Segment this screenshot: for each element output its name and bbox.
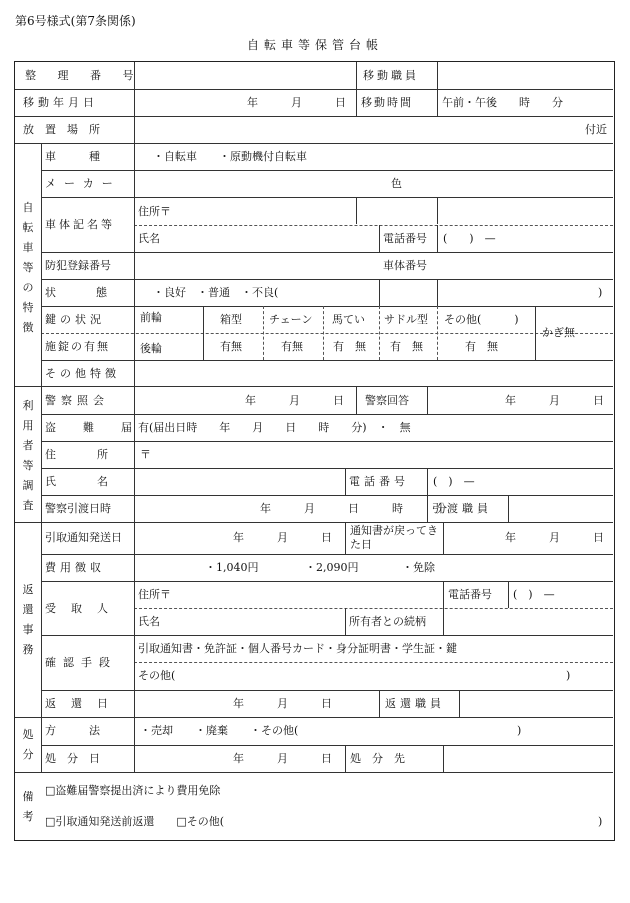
col-sonota: その他( ) — [444, 313, 519, 326]
henkan-date-field[interactable]: 年 月 日 — [233, 697, 332, 710]
umu-sonota[interactable]: 有 無 — [465, 340, 498, 353]
shashu-options[interactable]: ・自転車 ・原動機付自転車 — [153, 150, 307, 163]
label-zokugara: 所有者との続柄 — [349, 615, 426, 628]
hikiwatashi-field[interactable]: 年 月 日 時 分 — [260, 502, 447, 515]
label-shashu: 車 種 — [45, 150, 100, 163]
label-kagi: 鍵の状況 — [45, 313, 105, 326]
label-kagi-nashi: かぎ無 — [542, 326, 575, 339]
label-tsuchi-modori: 通知書が戻ってきた日 — [350, 524, 438, 551]
remark-close-paren: ) — [598, 815, 603, 828]
uketori-denwa-field[interactable]: ( ) — — [513, 588, 555, 601]
label-ido-shokuin: 移動職員 — [363, 69, 419, 82]
fukin-text: 付近 — [585, 123, 607, 136]
label-tonan: 盗 難 届 — [45, 421, 140, 434]
kakunin-close-paren: ) — [566, 669, 571, 682]
label-ido-jikan: 移動時間 — [361, 96, 413, 109]
hassou-date-field[interactable]: 年 月 日 — [233, 531, 332, 544]
hiyo-option-2090[interactable]: ・2,090円 — [305, 561, 359, 574]
label-user-jusho: 住 所 — [45, 448, 110, 461]
label-uketori: 受 取 人 — [45, 602, 110, 615]
label-uketori-denwa: 電話番号 — [448, 588, 492, 601]
seiri-bango-field[interactable] — [139, 69, 351, 83]
ido-date-field[interactable]: 年 月 日 — [247, 96, 346, 109]
col-batei: 馬てい — [332, 313, 365, 326]
label-bohan: 防犯登録番号 — [45, 259, 111, 272]
label-zenrin: 前輪 — [140, 311, 162, 324]
label-shobun-bi: 処 分 日 — [45, 752, 100, 765]
label-jotai: 状 態 — [45, 286, 113, 299]
label-shimei: 氏名 — [138, 232, 160, 245]
user-denwa-field[interactable]: ( ) — — [433, 475, 475, 488]
ido-time-field[interactable]: 午前・午後 時 分 — [442, 96, 563, 109]
col-saddle: サドル型 — [384, 313, 428, 326]
hoho-options[interactable]: ・売却 ・廃棄 ・その他( — [140, 724, 299, 737]
section-bicycle: 自転車等の特徴 — [22, 201, 34, 334]
form-table — [14, 61, 615, 841]
label-kakunin: 確認手段 — [45, 656, 117, 669]
umu-chain[interactable]: 有無 — [281, 340, 303, 353]
section-return: 返還事務 — [22, 583, 34, 656]
tonan-field[interactable]: 有(届出日時 年 月 日 時 分) ・ 無 — [138, 421, 411, 434]
jotai-close-paren: ) — [598, 286, 603, 299]
form-number: 第6号様式(第7条関係) — [15, 14, 136, 28]
user-yubin: 〒 — [140, 448, 151, 461]
section-disposal: 処分 — [22, 728, 34, 761]
label-shatai-kimei: 車体記名等 — [45, 218, 115, 231]
hiyo-option-1040[interactable]: ・1,040円 — [205, 561, 259, 574]
label-hiyo: 費用徴収 — [45, 561, 105, 574]
label-hoho: 方 法 — [45, 724, 100, 737]
umu-batei[interactable]: 有 無 — [333, 340, 366, 353]
col-hakogata: 箱型 — [220, 313, 242, 326]
label-keisatsu-shokai: 警察照会 — [45, 394, 109, 407]
kakunin-other[interactable]: その他( — [138, 669, 176, 682]
label-ido-nengappi: 移動年月日 — [23, 96, 98, 109]
umu-hakogata[interactable]: 有無 — [220, 340, 242, 353]
umu-saddle[interactable]: 有 無 — [390, 340, 423, 353]
label-shobun-saki: 処 分 先 — [350, 752, 405, 765]
label-keisatsu-kaito: 警察回答 — [365, 394, 409, 407]
label-maker: メーカー — [45, 177, 121, 190]
label-tsuchi-hassou: 引取通知発送日 — [45, 531, 122, 544]
jotai-options[interactable]: ・良好 ・普通 ・不良( — [153, 286, 279, 299]
label-korin: 後輪 — [140, 342, 162, 355]
label-hochi-basho: 放置場所 — [23, 123, 111, 136]
hoho-close-paren: ) — [517, 724, 522, 737]
section-user: 利用者等調査 — [22, 399, 34, 512]
label-henkan-shokuin: 返還職員 — [385, 697, 445, 710]
kakunin-options[interactable]: 引取通知書・免許証・個人番号カード・身分証明書・学生証・鍵 — [138, 642, 457, 655]
label-user-denwa: 電話番号 — [349, 475, 409, 488]
label-user-shimei: 氏 名 — [45, 475, 110, 488]
remark-tonan-checkbox[interactable]: □盗難届警察提出済により費用免除 — [45, 784, 221, 797]
modori-date-field[interactable]: 年 月 日 — [505, 531, 604, 544]
label-henkan-bi: 返 還 日 — [45, 697, 110, 710]
remark-sonota-checkbox[interactable]: □引取通知発送前返還 □その他( — [45, 815, 225, 828]
label-denwa: 電話番号 — [383, 232, 427, 245]
label-shatai-bango: 車体番号 — [383, 259, 427, 272]
hiyo-option-menjo[interactable]: ・免除 — [402, 561, 435, 574]
label-sejo: 施錠の有無 — [45, 340, 110, 353]
label-iro: 色 — [391, 177, 402, 190]
shokai-date-field[interactable]: 年 月 日 — [245, 394, 344, 407]
col-chain: チェーン — [269, 313, 313, 326]
label-hikiwatashi-shokuin: 引渡職員 — [432, 502, 492, 515]
section-remarks: 備考 — [22, 790, 34, 823]
shobun-date-field[interactable]: 年 月 日 — [233, 752, 332, 765]
label-seiri-bango: 整 理 番 号 — [25, 69, 143, 82]
form-title: 自転車等保管台帳 — [246, 38, 383, 52]
label-hikiwatashi: 警察引渡日時 — [45, 502, 111, 515]
kaito-date-field[interactable]: 年 月 日 — [505, 394, 604, 407]
label-jusho: 住所〒 — [138, 205, 171, 218]
denwa-field[interactable]: ( ) — — [443, 232, 496, 245]
label-sonota-tokucho: その他特徴 — [45, 367, 120, 380]
label-uketori-jusho: 住所〒 — [138, 588, 171, 601]
label-uketori-shimei: 氏名 — [138, 615, 160, 628]
